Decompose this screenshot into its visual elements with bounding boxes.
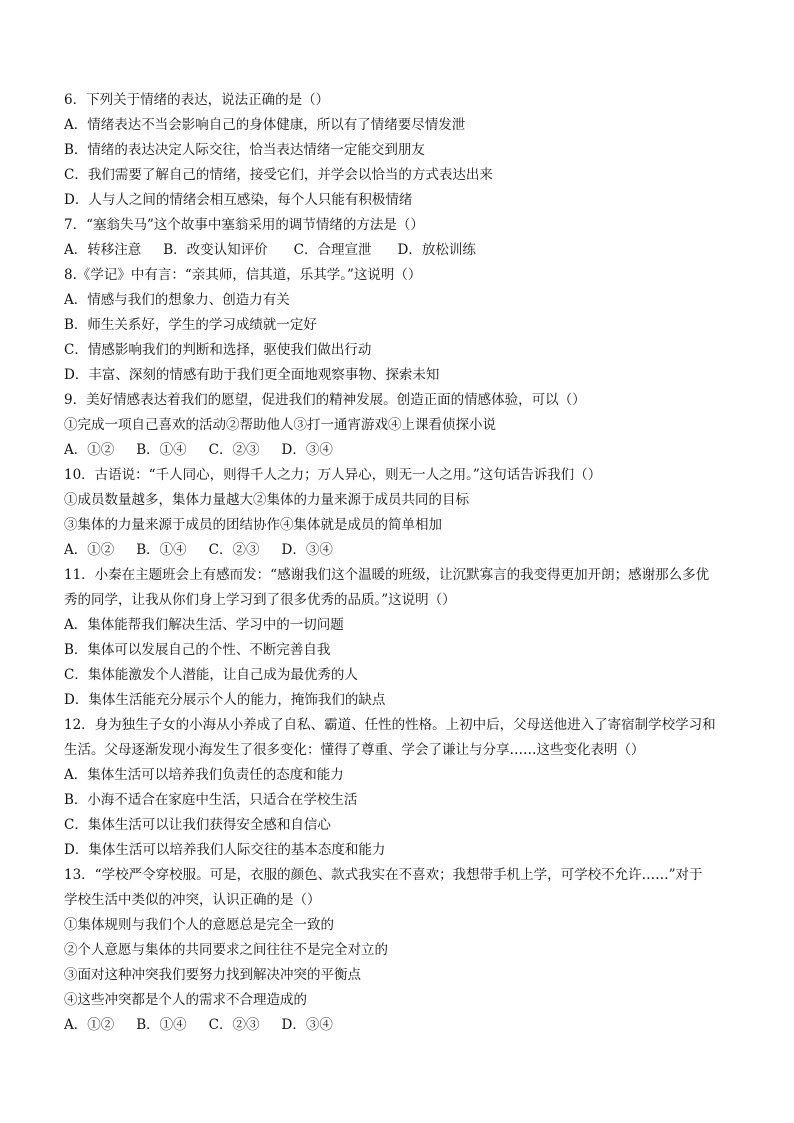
option-row — [64, 438, 744, 463]
statement-items: ①完成一项自己喜欢的活动②帮助他人③打一通宵游戏④上课看侦探小说 — [64, 417, 496, 433]
question-7 — [64, 213, 744, 263]
question-6 — [64, 88, 744, 213]
option-b: B．①④ — [136, 442, 187, 458]
question-stem: 10．古语说：“千人同心，则得千人之力；万人异心，则无一人之用。”这句话告诉我们（） — [64, 467, 602, 483]
option-d: D．③④ — [281, 442, 333, 458]
question-stem-continued: 秀的同学，让我从你们身上学习到了很多优秀的品质。”这说明（） — [64, 592, 456, 608]
option-c: C．情感影响我们的判断和选择，驱使我们做出行动 — [64, 342, 372, 358]
option-d: D．放松训练 — [397, 242, 476, 258]
option-b: B．①④ — [136, 542, 187, 558]
option-c: C．我们需要了解自己的情绪，接受它们，并学会以恰当的方式表达出来 — [64, 167, 493, 183]
question-stem-continued: 生活。父母逐渐发现小海发生了很多变化：懂得了尊重、学会了谦让与分享……这些变化表明（） — [64, 742, 645, 758]
option-a: A．①② — [64, 442, 115, 458]
question-stem: 8.《学记》中有言：“亲其师，信其道，乐其学。”这说明（） — [64, 267, 422, 283]
option-c: C．合理宣泄 — [293, 242, 372, 258]
statement-items: ③集体的力量来源于成员的团结协作④集体就是成员的简单相加 — [64, 517, 442, 533]
option-d: D．丰富、深刻的情感有助于我们更全面地观察事物、探索未知 — [64, 367, 440, 383]
statement-items: ①成员数量越多，集体力量越大②集体的力量来源于成员共同的目标 — [64, 492, 469, 508]
statement-item: ④这些冲突都是个人的需求不合理造成的 — [64, 992, 307, 1008]
option-b: B．情绪的表达决定人际交往，恰当表达情绪一定能交到朋友 — [64, 142, 425, 158]
option-d: D．③④ — [281, 542, 333, 558]
question-stem: 7．“塞翁失马”这个故事中塞翁采用的调节情绪的方法是（） — [64, 217, 424, 233]
question-9 — [64, 388, 744, 463]
option-b: B．师生关系好，学生的学习成绩就一定好 — [64, 317, 317, 333]
option-a: A．①② — [64, 542, 115, 558]
question-10 — [64, 463, 744, 563]
question-stem: 11．小秦在主题班会上有感而发：“感谢我们这个温暖的班级，让沉默寡言的我变得更加开朗；感谢那么多优 — [64, 567, 710, 583]
question-13 — [64, 863, 744, 1038]
question-stem-continued: 学校生活中类似的冲突，认识正确的是（） — [64, 892, 321, 908]
option-d: D．③④ — [281, 1017, 333, 1033]
statement-item: ①集体规则与我们个人的意愿总是完全一致的 — [64, 917, 334, 933]
option-c: C．集体生活可以让我们获得安全感和自信心 — [64, 817, 331, 833]
option-a: A．转移注意 — [64, 242, 142, 258]
question-12 — [64, 713, 744, 863]
option-c: C．集体能激发个人潜能，让自己成为最优秀的人 — [64, 667, 358, 683]
option-a: A．集体生活可以培养我们负责任的态度和能力 — [64, 767, 344, 783]
option-a: A．情绪表达不当会影响自己的身体健康，所以有了情绪要尽情发泄 — [64, 117, 466, 133]
option-a: A．集体能帮我们解决生活、学习中的一切问题 — [64, 617, 344, 633]
question-8 — [64, 263, 744, 388]
option-d: D．人与人之间的情绪会相互感染，每个人只能有积极情绪 — [64, 192, 413, 208]
option-row — [64, 1013, 744, 1038]
option-a: A．情感与我们的想象力、创造力有关 — [64, 292, 290, 308]
question-stem: 12．身为独生子女的小海从小养成了自私、霸道、任性的性格。上初中后，父母送他进入了寄宿制学校学习和 — [64, 717, 716, 733]
option-c: C．②③ — [208, 442, 260, 458]
option-d: D．集体生活可以培养我们人际交往的基本态度和能力 — [64, 842, 386, 858]
question-11 — [64, 563, 744, 713]
question-stem: 9．美好情感表达着我们的愿望，促进我们的精神发展。创造正面的情感体验，可以（） — [64, 392, 586, 408]
statement-item: ③面对这种冲突我们要努力找到解决冲突的平衡点 — [64, 967, 361, 983]
question-stem: 6．下列关于情绪的表达，说法正确的是（） — [64, 92, 330, 108]
option-b: B．①④ — [136, 1017, 187, 1033]
question-list — [64, 88, 744, 1038]
option-b: B．改变认知评价 — [163, 242, 268, 258]
option-row — [64, 538, 744, 563]
option-c: C．②③ — [208, 1017, 260, 1033]
option-b: B．小海不适合在家庭中生活，只适合在学校生活 — [64, 792, 358, 808]
question-stem: 13．“学校严令穿校服。可是，衣服的颜色、款式我实在不喜欢；我想带手机上学，可学校不允许……”对于 — [64, 867, 703, 883]
statement-item: ②个人意愿与集体的共同要求之间往往不是完全对立的 — [64, 942, 388, 958]
option-row — [64, 238, 744, 263]
option-c: C．②③ — [208, 542, 260, 558]
option-d: D．集体生活能充分展示个人的能力，掩饰我们的缺点 — [64, 692, 386, 708]
option-a: A．①② — [64, 1017, 115, 1033]
option-b: B．集体可以发展自己的个性、不断完善自我 — [64, 642, 331, 658]
